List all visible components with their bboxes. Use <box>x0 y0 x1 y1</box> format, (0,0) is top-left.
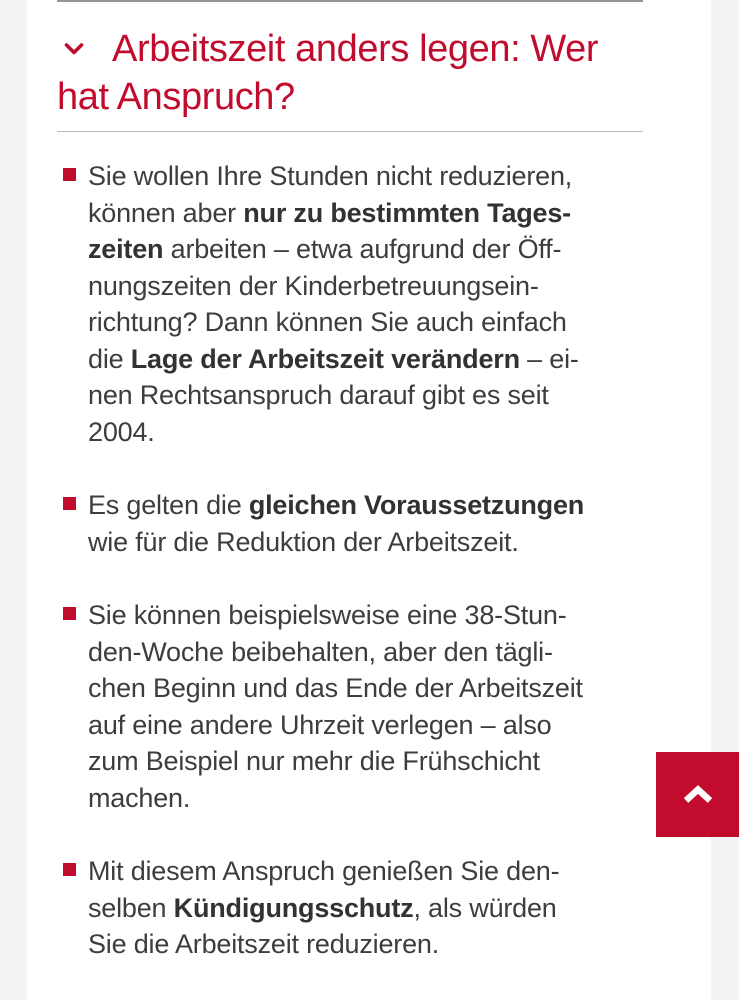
list-item <box>57 853 643 963</box>
bullet-square-icon <box>63 497 76 510</box>
accordion-section <box>57 0 643 963</box>
content-column <box>27 0 711 1000</box>
bullet-square-icon <box>63 607 76 620</box>
accordion-header[interactable] <box>57 2 643 132</box>
bullet-text: Sie wollen Ihre Stunden nicht reduzieren, können aber nur zu bestimmten Tages- zeiten arbeiten – etwa aufgrund der Öff- nungszeiten der Kinderbetreuungsein- richtung? Dann können Sie auch einfach die Lage der Arbeitszeit verändern – ei- nen Rechtsanspruch darauf gibt es seit 2004. <box>88 161 579 447</box>
bullet-text: Mit diesem Anspruch genießen Sie den- selben Kündigungsschutz, als würden Sie die Arbeitszeit reduzieren. <box>88 856 560 959</box>
list-item <box>57 158 643 450</box>
bullet-square-icon <box>63 168 76 181</box>
list-item <box>57 487 643 560</box>
accordion-title <box>57 28 598 118</box>
page-gutter-left <box>0 0 27 1000</box>
bullet-text: Es gelten die gleichen Voraussetzungen wie für die Reduktion der Arbeitszeit. <box>88 490 585 557</box>
chevron-down-icon <box>64 42 84 56</box>
list-item <box>57 597 643 816</box>
bullet-square-icon <box>63 863 76 876</box>
scroll-to-top-button[interactable] <box>656 752 739 837</box>
page-gutter-right <box>711 0 739 1000</box>
accordion-title-text: Arbeitszeit anders legen: Wer hat Anspruch? <box>57 28 599 118</box>
chevron-up-icon <box>680 785 716 805</box>
bullet-list <box>57 158 643 963</box>
bullet-text: Sie können beispielsweise eine 38-Stun- den-Woche beibehalten, aber den tägli- chen Beginn und das Ende der Arbeitszeit auf eine andere Uhrzeit verlegen – also zum Beispiel nur mehr die Frühschicht machen. <box>88 600 583 813</box>
